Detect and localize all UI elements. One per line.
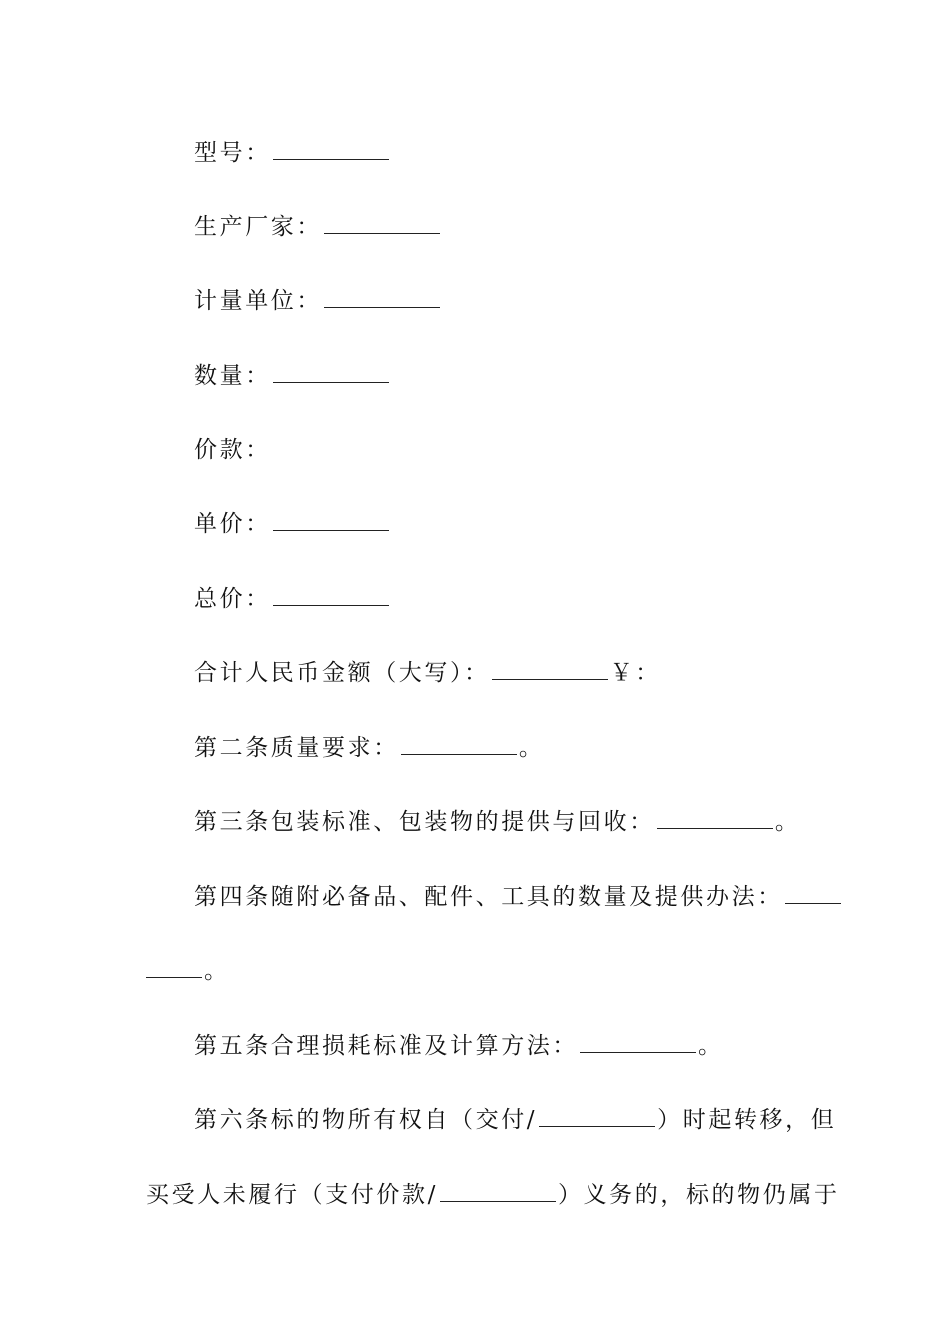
article-6-line-1: [194, 1105, 836, 1135]
article-5-blank: [580, 1034, 696, 1053]
model-line: [194, 138, 391, 168]
total-rmb-line: [194, 658, 661, 688]
manufacturer-label: 生产厂家：: [194, 214, 322, 240]
price-line: [194, 435, 271, 465]
total-rmb-blank: [492, 661, 608, 680]
article-4-cont-line: [146, 956, 230, 986]
quantity-blank: [273, 364, 389, 383]
manufacturer-blank: [324, 215, 440, 234]
article-6-text-b: ）时起转移，但: [657, 1107, 837, 1133]
article-6-blank-1: [539, 1108, 655, 1127]
article-5-end: 。: [698, 1033, 724, 1059]
total-rmb-label: 合计人民币金额（大写）：: [194, 660, 490, 686]
unit-line: [194, 286, 442, 316]
model-blank: [273, 141, 389, 160]
article-3-line: [194, 807, 800, 837]
article-5-line: [194, 1031, 724, 1061]
article-4-line: [194, 882, 843, 912]
model-label: 型号：: [194, 140, 271, 166]
article-6-text-a: 第六条标的物所有权自（交付/: [194, 1107, 538, 1133]
article-2-line: [194, 733, 544, 763]
article-4-blank-end: [146, 959, 202, 978]
article-6-blank-2: [440, 1183, 556, 1202]
unit-label: 计量单位：: [194, 288, 322, 314]
unit-price-label: 单价：: [194, 511, 271, 537]
unit-price-blank: [273, 512, 389, 531]
article-2-blank: [401, 736, 517, 755]
article-5-text: 第五条合理损耗标准及计算方法：: [194, 1033, 578, 1059]
unit-price-line: [194, 509, 391, 539]
total-price-blank: [273, 587, 389, 606]
article-6-text-c: 买受人未履行（支付价款/: [146, 1182, 438, 1208]
total-price-label: 总价：: [194, 586, 271, 612]
total-rmb-suffix: ￥：: [609, 660, 661, 686]
manufacturer-line: [194, 212, 442, 242]
article-4-end: 。: [204, 958, 230, 984]
article-6-line-2: [146, 1180, 840, 1210]
article-3-blank: [657, 810, 773, 829]
total-price-line: [194, 584, 391, 614]
quantity-line: [194, 361, 391, 391]
article-2-end: 。: [518, 735, 545, 761]
article-6-text-d: ）义务的，标的物仍属于: [557, 1182, 840, 1208]
article-2-text: 第二条质量要求：: [194, 735, 399, 761]
article-3-end: 。: [774, 809, 801, 835]
unit-blank: [324, 289, 440, 308]
article-4-blank-start: [785, 885, 841, 904]
article-3-text: 第三条包装标准、包装物的提供与回收：: [194, 809, 655, 835]
quantity-label: 数量：: [194, 363, 271, 389]
price-label: 价款：: [194, 437, 271, 463]
article-4-text: 第四条随附必备品、配件、工具的数量及提供办法：: [194, 884, 783, 910]
